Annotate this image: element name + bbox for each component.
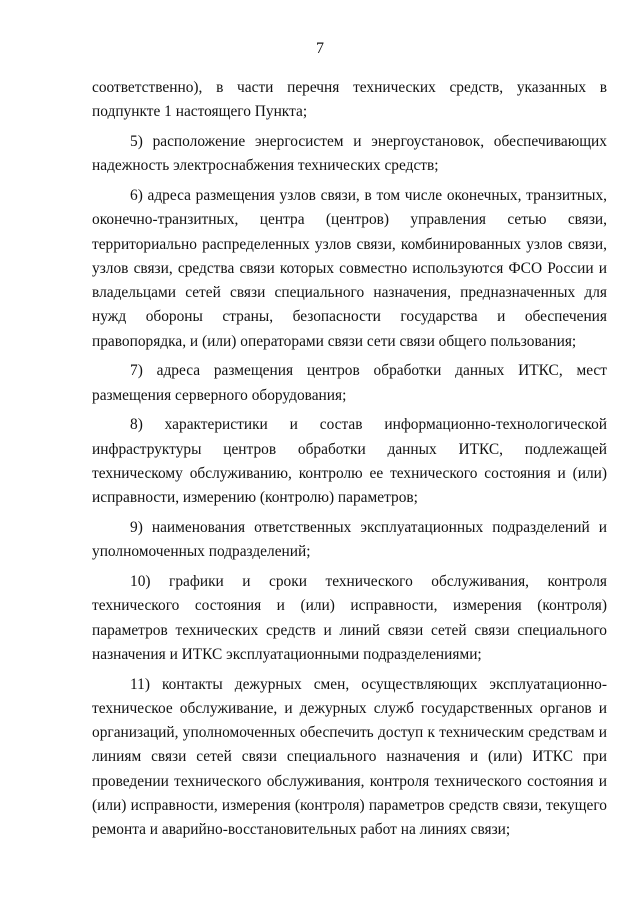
page-number: 7: [316, 40, 324, 57]
paragraph-item-6: 6) адреса размещения узлов связи, в том числе оконечных, транзитных, оконечно-транзитных, центра (центров) управления сетью связи, территориально распределенных узлов связи, комбинированных узлов связи, узлов связи, средства связи которых совместно используются ФСО России и владельцами сетей связи специального назначения, предназначенных для нужд обороны страны, безопасности государства и обеспечения правопорядка, и (или) операторами связи сети связи общего пользования;: [92, 186, 607, 350]
paragraph-item-9: 9) наименования ответственных эксплуатационных подразделений и уполномоченных подразделений;: [92, 519, 607, 561]
paragraph-continuation: соответственно), в части перечня технических средств, указанных в подпункте 1 настоящего Пункта;: [92, 79, 607, 121]
paragraph-item-5: 5) расположение энергосистем и энергоустановок, обеспечивающих надежность электроснабжения технических средств;: [92, 132, 607, 175]
paragraph-item-8: 8) характеристики и состав информационно-технологической инфраструктуры центров обработки данных ИТКС, подлежащей техническому обслуживанию, контролю ее технического состояния и (или) исправности, измерению (контролю) параметров;: [92, 416, 607, 507]
document-body: [92, 76, 607, 848]
paragraph-item-11: 11) контакты дежурных смен, осуществляющих эксплуатационно-техническое обслуживание, и дежурных служб государственных органов и организаций, уполномоченных обеспечить доступ к техническим средствам и линиям связи сетей связи специального назначения и (или) ИТКС при проведении технического обслуживания, контроля технического состояния и (или) исправности, измерения (контроля) параметров средств связи, текущего ремонта и аварийно-восстановительных работ на линиях связи;: [92, 675, 607, 839]
paragraph-item-7: 7) адреса размещения центров обработки данных ИТКС, мест размещения серверного оборудования;: [92, 362, 607, 404]
paragraph-item-10: 10) графики и сроки технического обслуживания, контроля технического состояния и (или) исправности, измерения (контроля) параметров технических средств и линий связи сетей связи специального назначения и ИТКС эксплуатационными подразделениями;: [92, 572, 607, 663]
